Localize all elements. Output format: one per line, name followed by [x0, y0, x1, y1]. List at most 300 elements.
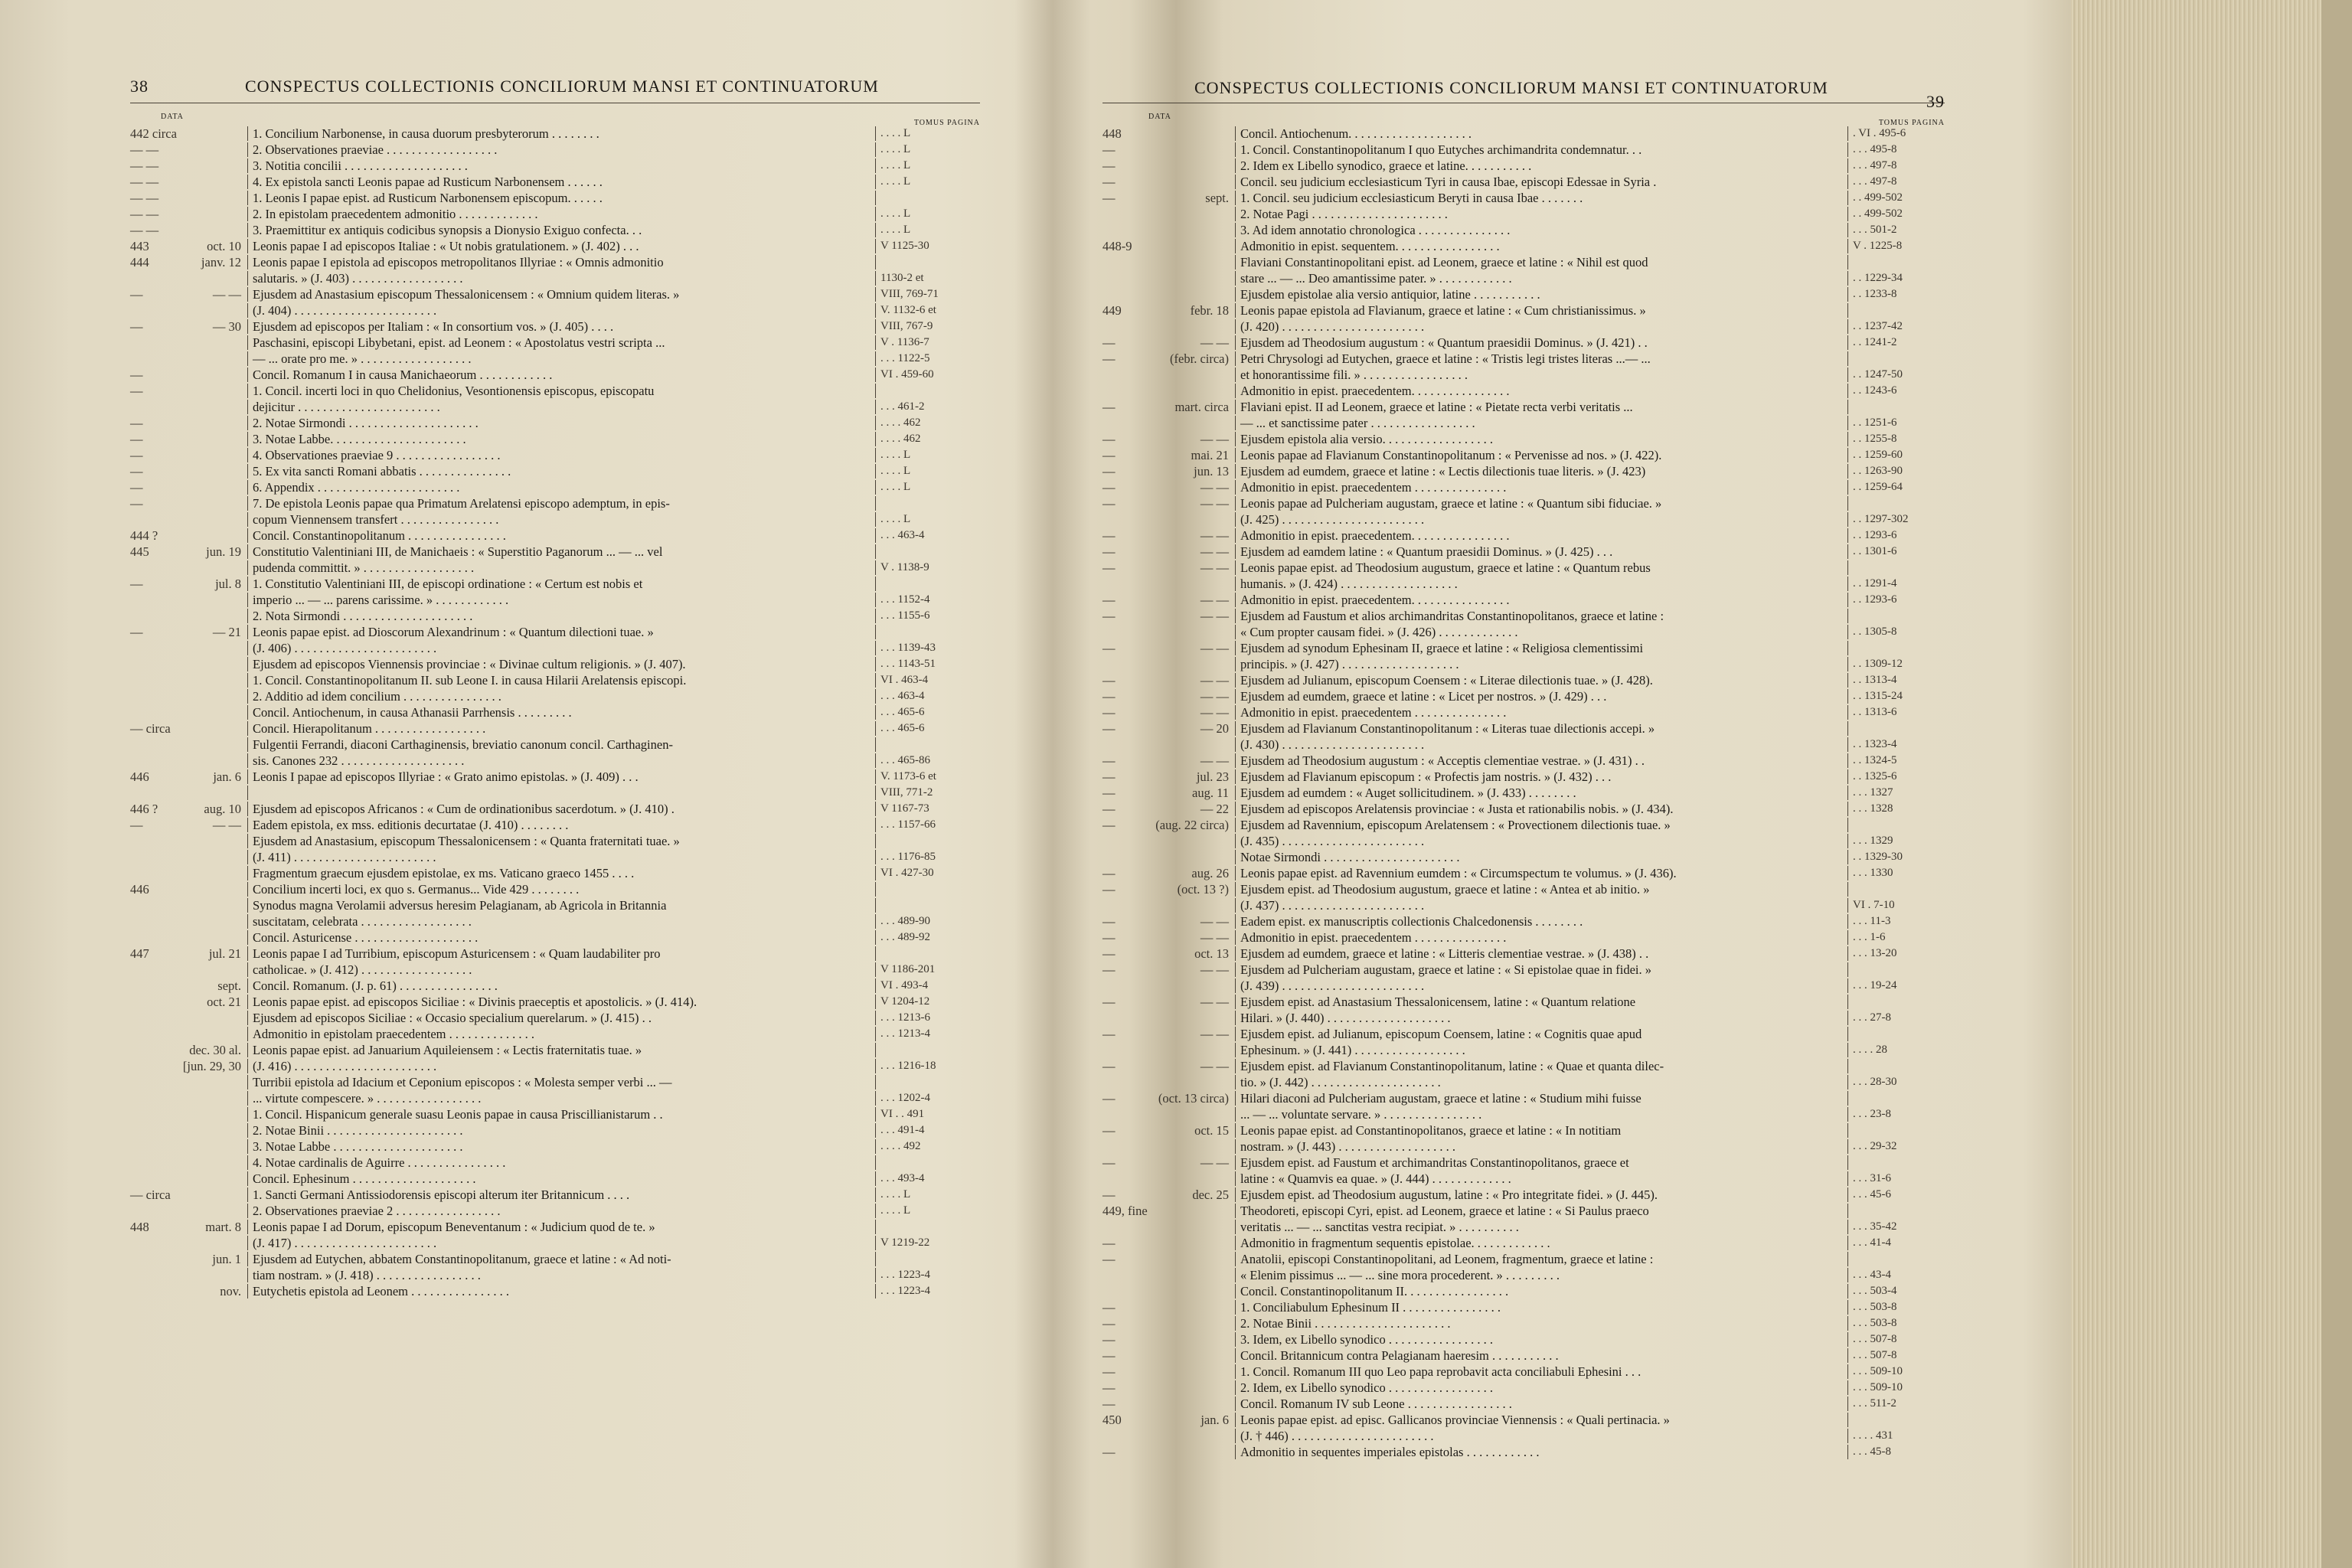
entry-text: stare ... — ... Deo amantissime pater. » . . . . . . . . . . . .	[1235, 271, 1848, 286]
entry-text: imperio ... — ... parens carissime. » . . . . . . . . . . . .	[247, 593, 876, 607]
date-cell	[1148, 898, 1235, 913]
year-cell	[130, 303, 172, 318]
entry-text: « Elenim pissimus ... — ... sine mora procederent. » . . . . . . . . .	[1235, 1268, 1848, 1282]
table-row	[1102, 946, 1945, 961]
table-row	[130, 850, 980, 864]
date-cell: — —	[1200, 593, 1229, 607]
year-cell: —	[1102, 351, 1116, 366]
date-cell	[172, 1187, 247, 1202]
volume-page-cell: . . . . L	[880, 159, 911, 172]
year-cell	[1102, 319, 1148, 334]
table-row	[1102, 818, 1945, 832]
volume-page-cell: . . 1305-8	[1853, 626, 1897, 638]
volume-page-cell: . . . . L	[880, 127, 911, 139]
year-cell: —	[1102, 1348, 1116, 1363]
year-cell: 449, fine	[1102, 1204, 1148, 1218]
date-cell: mart. 8	[205, 1220, 241, 1234]
entry-text: Concilium incerti loci, ex quo s. Germanus... Vide 429 . . . . . . . .	[247, 882, 876, 897]
volume-page-cell: . . . 1213-4	[880, 1027, 930, 1040]
year-cell	[1102, 223, 1148, 237]
volume-page-cell	[876, 737, 980, 752]
year-cell	[1102, 1011, 1148, 1025]
table-row	[1102, 1123, 1945, 1138]
date-cell	[172, 384, 247, 398]
table-row	[1102, 448, 1945, 462]
year-cell	[130, 1155, 172, 1170]
date-cell	[172, 142, 247, 157]
entry-text: et honorantissime fili. » . . . . . . . . . . . . . . . . .	[1235, 368, 1848, 382]
volume-page-cell: . . . 27-8	[1853, 1011, 1891, 1024]
entry-text: Ejusdem ad Eutychen, abbatem Constantinopolitanum, graece et latine : « Ad noti-	[247, 1252, 876, 1266]
volume-page-cell: . . . 31-6	[1853, 1172, 1891, 1184]
entry-text: 2. Observationes praeviae . . . . . . . . . . . . . . . . . .	[247, 142, 876, 157]
table-row	[130, 705, 980, 720]
year-cell: 449	[1102, 303, 1122, 318]
date-cell	[1148, 1043, 1235, 1057]
table-row	[130, 1252, 980, 1266]
year-cell: —	[1102, 769, 1116, 784]
year-cell	[1102, 271, 1148, 286]
table-row	[1102, 351, 1945, 366]
entry-text: (J. 435) . . . . . . . . . . . . . . . . . . . . . . .	[1235, 834, 1848, 848]
date-cell	[172, 641, 247, 655]
volume-page-cell: . . . 507-8	[1853, 1349, 1897, 1361]
date-cell: (oct. 13 ?)	[1177, 882, 1229, 897]
year-cell	[130, 834, 172, 848]
date-cell	[1148, 1252, 1235, 1266]
year-cell: —	[1102, 705, 1116, 720]
date-cell: aug. 11	[1192, 786, 1229, 800]
table-row	[1102, 432, 1945, 446]
table-row	[130, 207, 980, 221]
date-cell	[172, 126, 247, 141]
date-cell	[172, 1155, 247, 1170]
year-cell: —	[1102, 544, 1116, 559]
volume-page-cell	[1848, 1059, 1945, 1073]
table-row	[130, 175, 980, 189]
volume-page-cell: . . . 503-8	[1853, 1317, 1897, 1329]
date-cell	[172, 866, 247, 880]
date-cell	[172, 850, 247, 864]
date-cell	[1148, 223, 1235, 237]
entry-text: Leonis papae epist. ad episcopos Siciliae : « Divinis praeceptis et apostolicis. » (J. 414).	[247, 995, 876, 1009]
year-cell: —	[1102, 721, 1116, 736]
date-cell	[1148, 1107, 1235, 1122]
entry-text: Concil. Asturicense . . . . . . . . . . . . . . . . . . . .	[247, 930, 876, 945]
date-cell	[172, 1123, 247, 1138]
entry-text: Fulgentii Ferrandi, diaconi Carthaginensis, breviatio canonum concil. Carthaginen-	[247, 737, 876, 752]
volume-page-cell	[1848, 721, 1945, 736]
year-cell	[1102, 850, 1148, 864]
date-cell	[172, 834, 247, 848]
table-row	[1102, 1252, 1945, 1266]
volume-page-cell: . . . 11-3	[1853, 915, 1891, 927]
entry-text: pudenda committit. » . . . . . . . . . . . . . . . . . .	[247, 560, 876, 575]
volume-page-cell: . . . 29-32	[1853, 1140, 1897, 1152]
table-row	[130, 898, 980, 913]
volume-page-cell: . . 1313-6	[1853, 706, 1897, 718]
year-cell: —	[130, 287, 143, 302]
year-cell: —	[130, 464, 143, 479]
year-cell: —	[1102, 335, 1116, 350]
year-cell	[130, 737, 172, 752]
table-row	[1102, 850, 1945, 864]
year-cell: — —	[130, 142, 159, 157]
date-cell: (aug. 22 circa)	[1155, 818, 1229, 832]
date-cell: aug. 10	[204, 802, 241, 816]
table-row	[130, 287, 980, 302]
volume-page-cell: . . . 491-4	[880, 1124, 925, 1136]
table-row	[130, 577, 980, 591]
year-cell	[130, 1236, 172, 1250]
year-cell: —	[1102, 560, 1116, 575]
entry-text: Ejusdem ad synodum Ephesinam II, graece et latine : « Religiosa clementissimi	[1235, 641, 1848, 655]
date-cell	[172, 480, 247, 495]
entry-text: Ejusdem epist. ad Theodosium augustum, latine : « Pro integritate fidei. » (J. 445).	[1235, 1187, 1848, 1202]
table-row	[130, 1284, 980, 1298]
date-cell: — —	[1200, 641, 1229, 655]
table-row	[1102, 496, 1945, 511]
volume-page-cell	[1848, 1252, 1945, 1266]
entry-text: Ejusdem ad Theodosium augustum : « Quantum praesidii Dominus. » (J. 421) . .	[1235, 335, 1848, 350]
date-cell: — —	[1200, 544, 1229, 559]
volume-page-cell: . . . 463-4	[880, 529, 925, 541]
table-row	[130, 753, 980, 768]
entry-text: 4. Observationes praeviae 9 . . . . . . . . . . . . . . . . .	[247, 448, 876, 462]
date-cell	[1148, 319, 1235, 334]
year-cell: —	[1102, 1027, 1116, 1041]
year-cell	[130, 1268, 172, 1282]
year-cell	[130, 898, 172, 913]
date-cell: jun. 1	[212, 1252, 241, 1266]
volume-page-cell: . . . 1176-85	[880, 851, 936, 863]
page-number: 38	[130, 77, 149, 96]
volume-page-cell: . . . 489-92	[880, 931, 930, 943]
entry-text: — ... et sanctissime pater . . . . . . . . . . . . . . . . .	[1235, 416, 1848, 430]
volume-page-cell: . . . 497-8	[1853, 159, 1897, 172]
date-cell: — —	[1200, 705, 1229, 720]
table-row	[1102, 1139, 1945, 1154]
year-cell: —	[1102, 1300, 1116, 1315]
year-cell	[130, 930, 172, 945]
table-row	[1102, 1284, 1945, 1298]
date-cell	[172, 207, 247, 221]
entry-text: 1. Concil. Romanum III quo Leo papa reprobavit acta conciliabuli Ephesini . . .	[1235, 1364, 1848, 1379]
table-row	[130, 1204, 980, 1218]
volume-page-cell	[876, 834, 980, 848]
year-cell: —	[1102, 480, 1116, 495]
table-row	[1102, 1236, 1945, 1250]
date-cell	[172, 593, 247, 607]
date-cell: oct. 15	[1194, 1123, 1229, 1138]
entry-text: Leonis papae I ad episcopos Italiae : « Ut nobis gratulationem. » (J. 402) . . .	[247, 239, 876, 253]
table-row	[130, 512, 980, 527]
volume-page-cell: V . 1225-8	[1853, 240, 1903, 252]
entry-text: 1. Concil. Constantinopolitanum I quo Eutyches archimandrita condemnatur. . .	[1235, 142, 1848, 157]
date-cell	[1148, 255, 1235, 270]
date-cell	[1148, 142, 1235, 157]
year-cell	[130, 914, 172, 929]
volume-page-cell	[876, 496, 980, 511]
table-row	[130, 978, 980, 993]
entry-text: Eadem epistola, ex mss. editionis decurtatae (J. 410) . . . . . . . .	[247, 818, 876, 832]
volume-page-cell: . . . . 492	[880, 1140, 921, 1152]
year-cell	[1102, 625, 1148, 639]
book-gutter	[1014, 0, 1091, 1568]
volume-page-cell: . . . 463-4	[880, 690, 925, 702]
volume-page-cell	[1848, 962, 1945, 977]
date-cell	[172, 1091, 247, 1106]
entry-text: Ejusdem ad eamdem latine : « Quantum praesidii Dominus. » (J. 425) . . .	[1235, 544, 1848, 559]
entry-text: (J. † 446) . . . . . . . . . . . . . . . . . . . . . . .	[1235, 1429, 1848, 1443]
entry-text: 2. Observationes praeviae 2 . . . . . . . . . . . . . . . . .	[247, 1204, 876, 1218]
table-row	[130, 962, 980, 977]
date-cell: dec. 25	[1192, 1187, 1229, 1202]
table-row	[130, 432, 980, 446]
volume-page-cell: . . . . L	[880, 175, 911, 188]
entry-text: 1. Constitutio Valentiniani III, de episcopi ordinatione : « Certum est nobis et	[247, 577, 876, 591]
date-cell	[1148, 287, 1235, 302]
entry-text: ... — ... voluntate servare. » . . . . . . . . . . . . . . . .	[1235, 1107, 1848, 1122]
date-cell	[172, 786, 247, 800]
table-row	[1102, 834, 1945, 848]
date-cell	[1148, 1429, 1235, 1443]
volume-page-cell	[876, 255, 980, 270]
entry-text: sis. Canones 232 . . . . . . . . . . . . . . . . . . . .	[247, 753, 876, 768]
date-cell: sept.	[217, 978, 241, 993]
entry-text: Ejusdem ad eumdem, graece et latine : « Licet per nostros. » (J. 429) . . .	[1235, 689, 1848, 704]
date-cell: — —	[1200, 432, 1229, 446]
date-cell: — —	[1200, 930, 1229, 945]
table-row	[1102, 1348, 1945, 1363]
table-row	[130, 1236, 980, 1250]
volume-page-cell: . . 1255-8	[1853, 433, 1897, 445]
volume-page-cell: . . 1293-6	[1853, 593, 1897, 606]
year-cell: —	[130, 384, 143, 398]
year-cell: 447	[130, 946, 149, 961]
volume-page-cell: . . . . L	[880, 465, 911, 477]
table-row	[130, 882, 980, 897]
year-cell: —	[1102, 432, 1116, 446]
year-cell: —	[1102, 191, 1116, 205]
entry-text: Ejusdem epist. ad Faustum et archimandritas Constantinopolitanos, graece et	[1235, 1155, 1848, 1170]
date-cell	[172, 705, 247, 720]
table-row	[130, 673, 980, 688]
date-cell: jul. 8	[215, 577, 241, 591]
entry-text: Ejusdem epist. ad Flavianum Constantinopolitanum, latine : « Quae et quanta dilec-	[1235, 1059, 1848, 1073]
year-cell: —	[1102, 1252, 1116, 1266]
volume-page-cell: VI . 493-4	[880, 979, 929, 991]
column-headers	[1102, 103, 1945, 126]
date-cell: — 30	[212, 319, 241, 334]
year-cell: 443	[130, 239, 149, 253]
table-row	[1102, 1380, 1945, 1395]
volume-page-cell: . . . . 462	[880, 416, 921, 429]
date-cell	[1148, 1332, 1235, 1347]
table-row	[1102, 1429, 1945, 1443]
table-row	[1102, 705, 1945, 720]
table-row	[130, 657, 980, 671]
date-cell	[1148, 1204, 1235, 1218]
volume-page-cell: . . . 1328	[1853, 802, 1893, 815]
entry-text: Concil. Antiochenum, in causa Athanasii Parrhensis . . . . . . . . .	[247, 705, 876, 720]
year-cell	[1102, 1268, 1148, 1282]
entry-text: Leonis papae epist. ad Dioscorum Alexandrinum : « Quantum dilectioni tuae. »	[247, 625, 876, 639]
entry-text: tio. » (J. 442) . . . . . . . . . . . . . . . . . . . . .	[1235, 1075, 1848, 1089]
year-cell	[1102, 255, 1148, 270]
date-cell: janv. 12	[201, 255, 241, 270]
year-cell: —	[130, 577, 143, 591]
volume-page-cell	[1848, 560, 1945, 575]
entry-text: « Cum propter causam fidei. » (J. 426) . . . . . . . . . . . . .	[1235, 625, 1848, 639]
year-cell: —	[1102, 464, 1116, 479]
date-cell	[172, 271, 247, 286]
table-row	[130, 802, 980, 816]
entry-text: Ejusdem epist. ad Theodosium augustum, graece et latine : « Antea et ab initio. »	[1235, 882, 1848, 897]
year-cell: —	[1102, 946, 1116, 961]
year-cell	[1102, 898, 1148, 913]
year-cell: —	[1102, 1059, 1116, 1073]
entry-text: Admonitio in epistolam praecedentem . . . . . . . . . . . . . .	[247, 1027, 876, 1041]
date-cell	[172, 528, 247, 543]
entry-text: Theodoreti, episcopi Cyri, epist. ad Leonem, graece et latine : « Si Paulus praeco	[1235, 1204, 1848, 1218]
table-row	[1102, 1220, 1945, 1234]
date-cell	[172, 496, 247, 511]
table-row	[130, 1139, 980, 1154]
date-cell: — —	[1200, 689, 1229, 704]
date-cell	[172, 673, 247, 688]
table-row	[1102, 737, 1945, 752]
entry-text: 2. Idem, ex Libello synodico . . . . . . . . . . . . . . . . .	[1235, 1380, 1848, 1395]
entry-text: 2. Notae Binii . . . . . . . . . . . . . . . . . . . . . .	[247, 1123, 876, 1138]
entry-text: 3. Praemittitur ex antiquis codicibus synopsis a Dionysio Exiguo confecta. . .	[247, 223, 876, 237]
table-row	[130, 158, 980, 173]
table-row	[1102, 1413, 1945, 1427]
year-cell: —	[1102, 930, 1116, 945]
table-row	[1102, 657, 1945, 671]
date-cell: — —	[1200, 995, 1229, 1009]
year-cell	[130, 962, 172, 977]
entry-text: Ejusdem ad episcopos Africanos : « Cum de ordinationibus sacerdotum. » (J. 410) .	[247, 802, 876, 816]
year-cell: — —	[130, 175, 159, 189]
entry-text: Admonitio in epist. praecedentem . . . . . . . . . . . . . . .	[1235, 705, 1848, 720]
date-cell	[1148, 1364, 1235, 1379]
volume-page-cell: . . . 503-4	[1853, 1285, 1897, 1297]
year-cell	[130, 400, 172, 414]
date-cell: jan. 6	[1200, 1413, 1229, 1427]
date-cell	[1148, 1396, 1235, 1411]
entry-text: 1. Concilium Narbonense, in causa duorum presbyterorum . . . . . . . .	[247, 126, 876, 141]
volume-page-cell: . . 1241-2	[1853, 336, 1897, 348]
entry-text: (J. 411) . . . . . . . . . . . . . . . . . . . . . . .	[247, 850, 876, 864]
volume-page-cell: . . . 19-24	[1853, 979, 1897, 991]
table-row	[130, 255, 980, 270]
table-row	[130, 319, 980, 334]
volume-page-cell: . . 1237-42	[1853, 320, 1903, 332]
table-row	[130, 1155, 980, 1170]
entry-text: 2. Notae Pagi . . . . . . . . . . . . . . . . . . . . . .	[1235, 207, 1848, 221]
entry-text: Admonitio in epist. praecedentem . . . . . . . . . . . . . . .	[1235, 480, 1848, 495]
entry-text: 1. Concil. seu judicium ecclesiasticum Beryti in causa Ibae . . . . . . .	[1235, 191, 1848, 205]
table-row	[1102, 995, 1945, 1009]
entry-text: — ... orate pro me. » . . . . . . . . . . . . . . . . . .	[247, 351, 876, 366]
year-cell: — —	[130, 223, 159, 237]
volume-page-cell: . . 1291-4	[1853, 577, 1897, 590]
table-row	[130, 1011, 980, 1025]
table-row	[1102, 464, 1945, 479]
volume-page-cell: V. 1132-6 et	[880, 304, 936, 316]
date-cell	[1148, 1220, 1235, 1234]
table-row	[1102, 400, 1945, 414]
entry-text: Concil. Ephesinum . . . . . . . . . . . . . . . . . . . .	[247, 1171, 876, 1186]
year-cell: —	[1102, 1155, 1116, 1170]
col-data-header: DATA	[161, 113, 184, 121]
entry-text: Admonitio in epist. praecedentem. . . . . . . . . . . . . . . .	[1235, 384, 1848, 398]
date-cell: oct. 13	[1194, 946, 1229, 961]
year-cell: —	[1102, 802, 1116, 816]
entry-text: suscitatam, celebrata . . . . . . . . . . . . . . . . . .	[247, 914, 876, 929]
volume-page-cell	[876, 898, 980, 913]
entry-text: 5. Ex vita sancti Romani abbatis . . . . . . . . . . . . . . .	[247, 464, 876, 479]
year-cell	[130, 1252, 172, 1266]
table-row	[130, 995, 980, 1009]
table-row	[1102, 368, 1945, 382]
volume-page-cell: . . . 1330	[1853, 867, 1893, 879]
volume-page-cell: . . . 501-2	[1853, 224, 1897, 236]
year-cell: —	[1102, 609, 1116, 623]
table-row	[130, 351, 980, 366]
volume-page-cell: . . . . L	[880, 513, 911, 525]
volume-page-cell: VI . 427-30	[880, 867, 934, 879]
entry-text: Hilari. » (J. 440) . . . . . . . . . . . . . . . . . . . .	[1235, 1011, 1848, 1025]
entry-text: Ejusdem ad eumdem, graece et latine : « Lectis dilectionis tuae literis. » (J. 423)	[1235, 464, 1848, 479]
entry-text: Leonis papae I ad Turribium, episcopum Asturicensem : « Quam laudabiliter pro	[247, 946, 876, 961]
date-cell	[172, 1027, 247, 1041]
year-cell	[130, 1139, 172, 1154]
table-row	[130, 721, 980, 736]
table-row	[1102, 1155, 1945, 1170]
volume-page-cell: V 1167-73	[880, 802, 929, 815]
volume-page-cell	[876, 882, 980, 897]
table-row	[1102, 577, 1945, 591]
year-cell: —	[1102, 753, 1116, 768]
volume-page-cell	[1848, 1413, 1945, 1427]
volume-page-cell: . . . 1152-4	[880, 593, 930, 606]
volume-page-cell: . . . 1213-6	[880, 1011, 930, 1024]
date-cell	[172, 657, 247, 671]
volume-page-cell: . . . 1139-43	[880, 642, 936, 654]
table-row	[1102, 1364, 1945, 1379]
entry-text: principis. » (J. 427) . . . . . . . . . . . . . . . . . . .	[1235, 657, 1848, 671]
date-cell: — —	[1200, 753, 1229, 768]
table-row	[130, 1043, 980, 1057]
table-row	[1102, 1059, 1945, 1073]
date-cell	[172, 335, 247, 350]
entry-text: Concil. Romanum. (J. p. 61) . . . . . . . . . . . . . . . .	[247, 978, 876, 993]
entry-text: Leonis papae ad Flavianum Constantinopolitanum : « Pervenisse ad nos. » (J. 422).	[1235, 448, 1848, 462]
date-cell	[172, 930, 247, 945]
volume-page-cell: . . . 35-42	[1853, 1220, 1897, 1233]
table-row	[130, 368, 980, 382]
year-cell: —	[1102, 158, 1116, 173]
year-cell: 442 circa	[130, 126, 177, 141]
table-row	[1102, 528, 1945, 543]
date-cell	[172, 303, 247, 318]
year-cell: 444	[130, 255, 149, 270]
volume-page-cell: . . . 13-20	[1853, 947, 1897, 959]
year-cell	[130, 705, 172, 720]
right-page-header	[1102, 69, 1945, 111]
